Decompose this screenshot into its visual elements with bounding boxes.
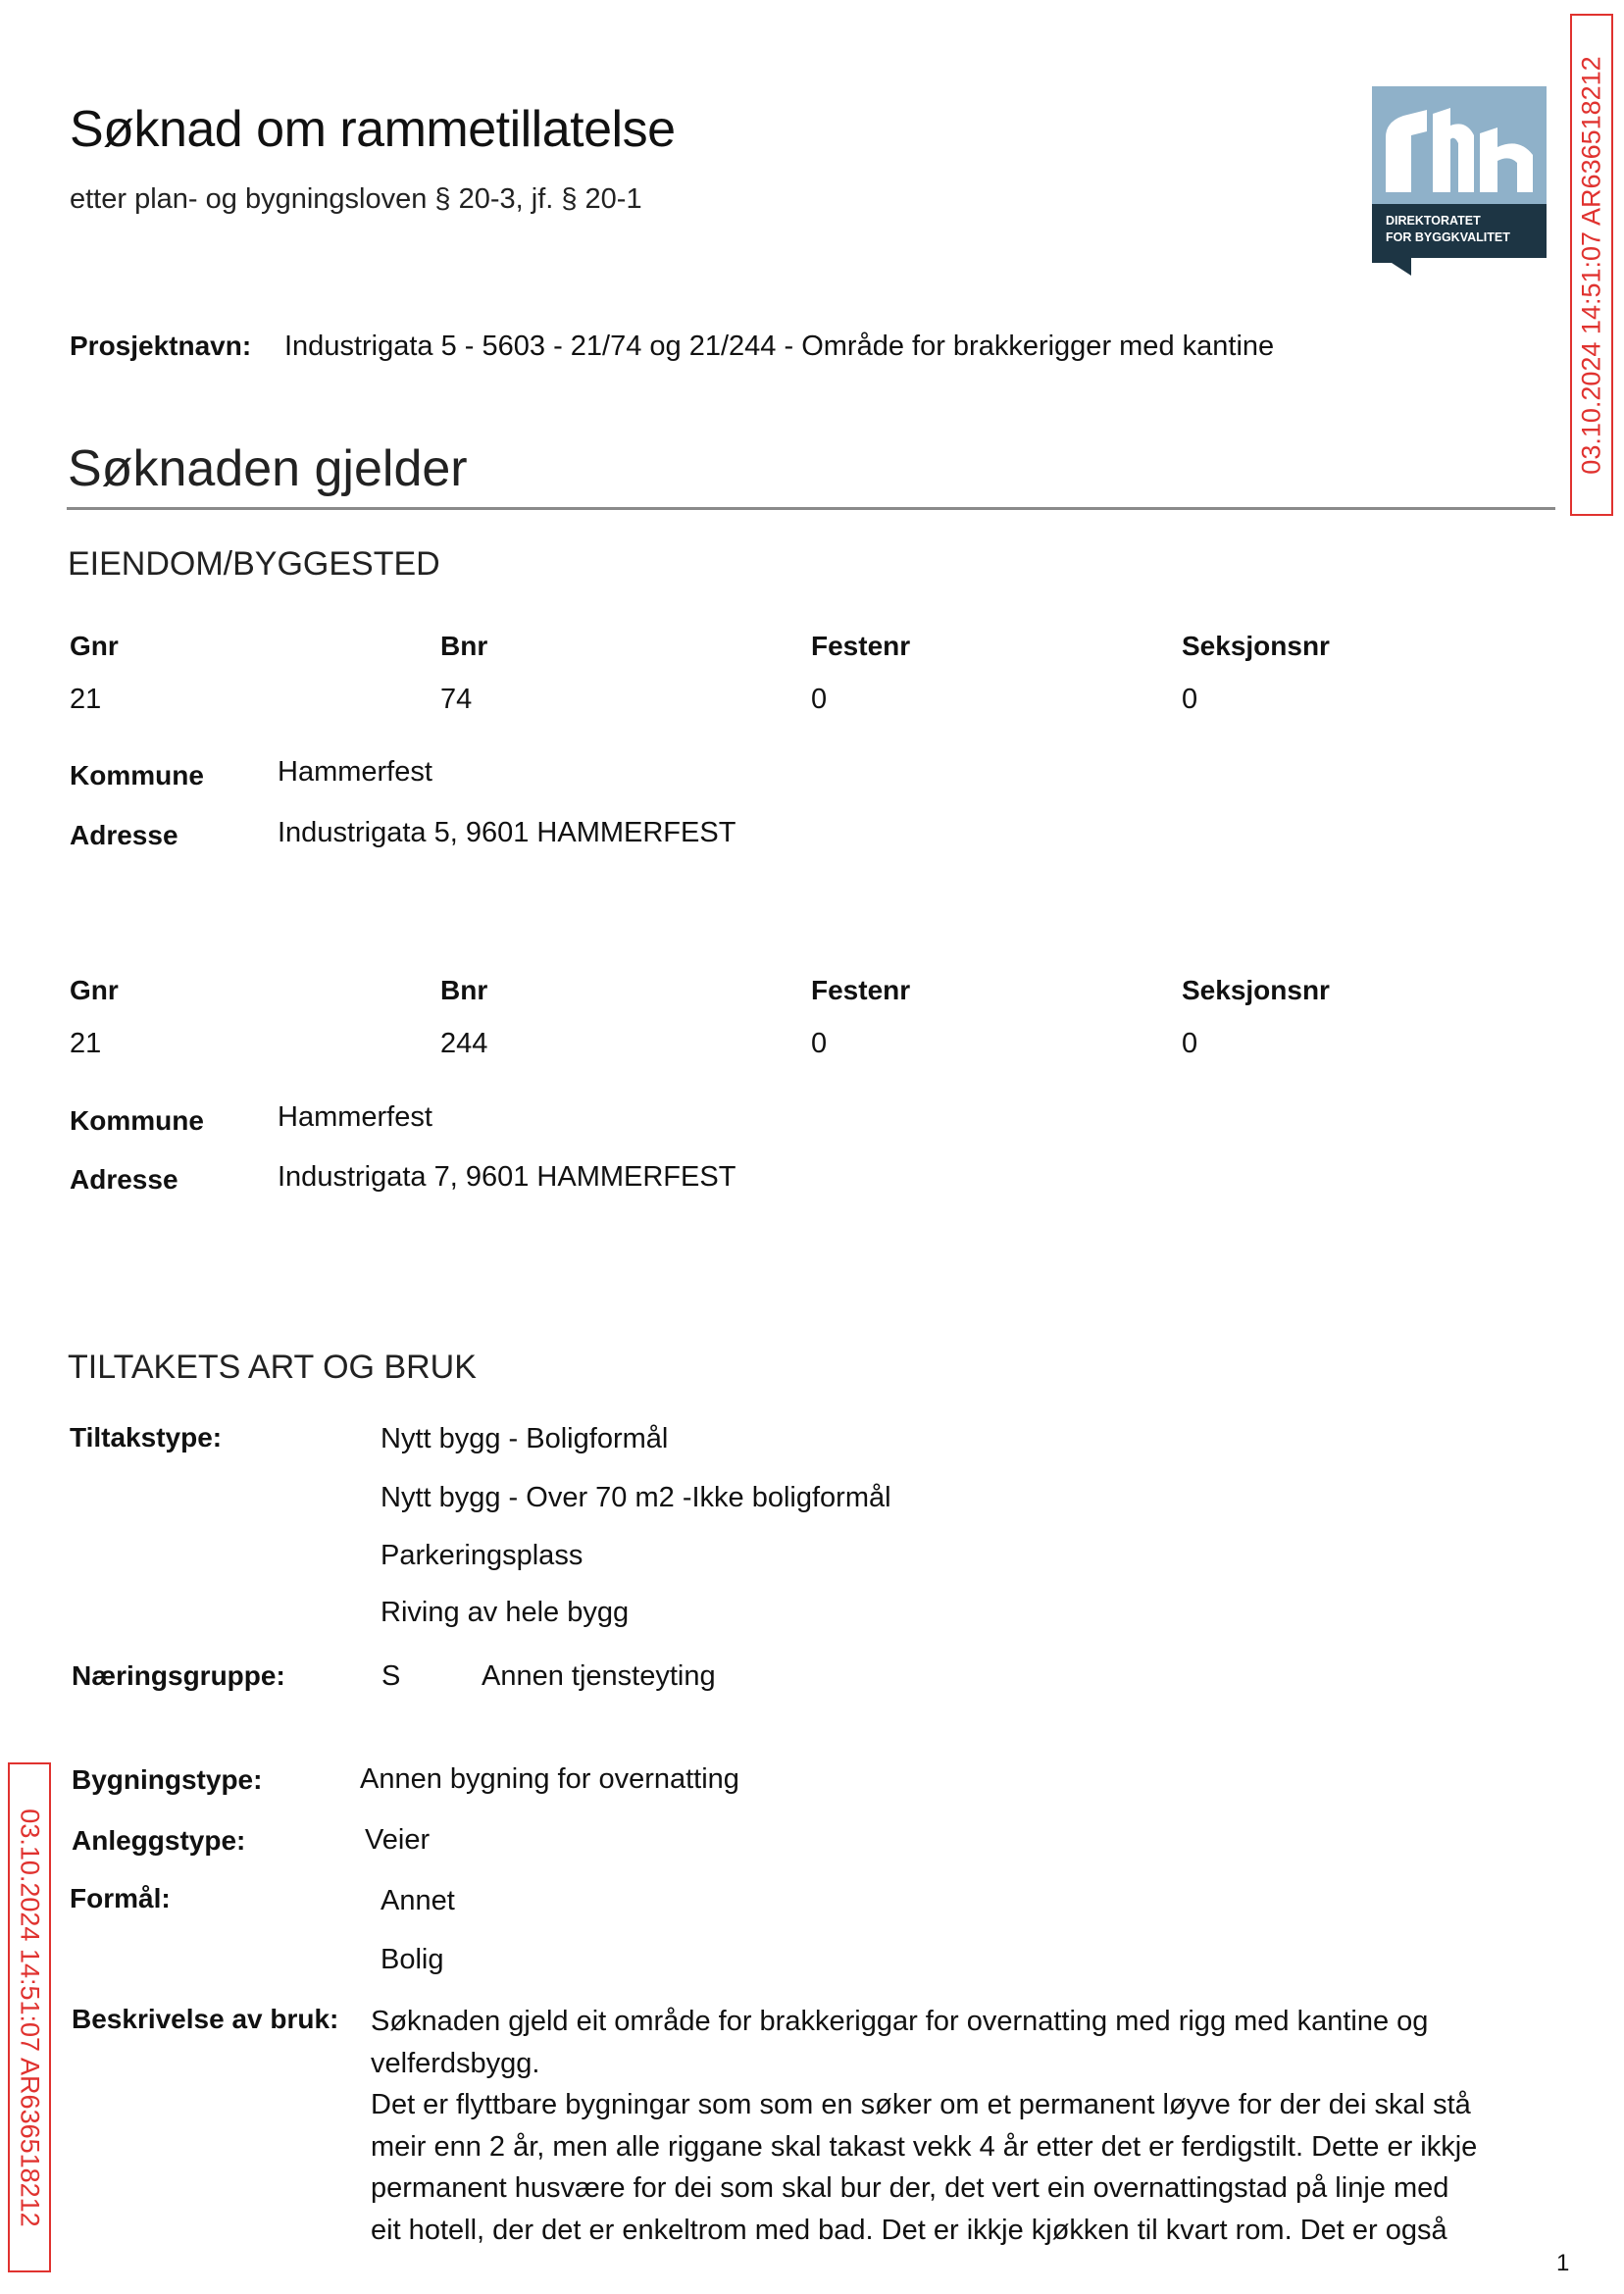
property-1-festenr: 0 [811,684,828,715]
archive-stamp-top-text: 03.10.2024 14:51:07 AR636518212 [1576,55,1606,475]
seksjonsnr-label: Seksjonsnr [1182,631,1330,661]
beskrivelse-line: Det er flyttbare bygningar som som en søker om et permanent løyve for der dei skal stå [371,2089,1471,2120]
seksjonsnr-label: Seksjonsnr [1182,975,1330,1005]
gnr-label: Gnr [70,631,119,661]
page-number: 1 [1556,2250,1570,2276]
naeringsgruppe-name: Annen tjensteyting [482,1660,716,1692]
beskrivelse-text [371,2001,1548,2251]
property-1-adresse: Industrigata 5, 9601 HAMMERFEST [278,817,736,848]
adresse-label: Adresse [70,820,178,850]
bnr-label: Bnr [440,631,488,661]
property-2-seksjonsnr: 0 [1182,1028,1198,1059]
archive-stamp-bottom-text: 03.10.2024 14:51:07 AR636518212 [15,1808,45,2227]
beskrivelse-line: velferdsbygg. [371,2047,540,2079]
project-value: Industrigata 5 - 5603 - 21/74 og 21/244 - Område for brakkerigger med kantine [284,331,1275,362]
property-2-kommune: Hammerfest [278,1101,432,1133]
property-1-gnr: 21 [70,684,102,715]
project-label: Prosjektnavn: [70,331,252,361]
document-subtitle: etter plan- og bygningsloven § 20-3, jf. § 20-1 [70,183,642,215]
dibk-logo [1372,86,1547,276]
tiltakstype-label: Tiltakstype: [70,1422,223,1453]
property-1-seksjonsnr: 0 [1182,684,1198,715]
bygningstype-label: Bygningstype: [72,1764,263,1795]
formal-item: Bolig [381,1944,444,1975]
formal-item: Annet [381,1885,455,1916]
eiendom-heading: EIENDOM/BYGGESTED [68,545,440,583]
tiltakstype-item: Nytt bygg - Boligformål [381,1423,669,1454]
kommune-label: Kommune [70,760,204,790]
beskrivelse-line: meir enn 2 år, men alle riggane skal takast vekk 4 år etter det er ferdigstilt. Dette er ikkje [371,2130,1478,2163]
archive-stamp-bottom [8,1762,51,2272]
tiltakstype-item: Parkeringsplass [381,1540,584,1571]
tiltakstype-item: Nytt bygg - Over 70 m2 -Ikke boligformål [381,1482,891,1513]
property-2-festenr: 0 [811,1028,828,1059]
archive-stamp-top [1570,14,1613,516]
beskrivelse-line: Søknaden gjeld eit område for brakkeriggar for overnatting med rigg med kantine og [371,2006,1429,2037]
property-1-bnr: 74 [440,684,473,715]
section-divider [67,507,1555,510]
festenr-label: Festenr [811,631,911,661]
beskrivelse-line: eit hotell, der det er enkeltrom med bad. Det er ikkje kjøkken til kvart rom. Det er også [371,2214,1447,2246]
naeringsgruppe-label: Næringsgruppe: [72,1660,285,1691]
gnr-label: Gnr [70,975,119,1005]
tiltak-heading: TILTAKETS ART OG BRUK [68,1349,477,1386]
tiltakstype-item: Riving av hele bygg [381,1597,630,1628]
festenr-label: Festenr [811,975,911,1005]
property-2-bnr: 244 [440,1028,488,1059]
anleggstype-label: Anleggstype: [72,1825,246,1856]
adresse-label: Adresse [70,1164,178,1195]
dibk-logo-graphic [1372,86,1547,276]
beskrivelse-label: Beskrivelse av bruk: [72,2004,339,2034]
logo-line2: FOR BYGGKVALITET [1386,230,1510,244]
property-1-kommune: Hammerfest [278,756,432,788]
naeringsgruppe-code: S [381,1660,401,1692]
bnr-label: Bnr [440,975,488,1005]
document-title: Søknad om rammetillatelse [70,101,676,158]
logo-line1: DIREKTORATET [1386,214,1481,228]
kommune-label: Kommune [70,1105,204,1136]
bygningstype-value: Annen bygning for overnatting [360,1763,739,1795]
property-2-adresse: Industrigata 7, 9601 HAMMERFEST [278,1161,736,1193]
beskrivelse-line: permanent husvære for dei som skal bur der, det vert ein overnattingstad på linje med [371,2172,1449,2204]
anleggstype-value: Veier [365,1824,431,1856]
formal-label: Formål: [70,1883,171,1913]
property-2-gnr: 21 [70,1028,102,1059]
section-title: Søknaden gjelder [68,440,468,497]
